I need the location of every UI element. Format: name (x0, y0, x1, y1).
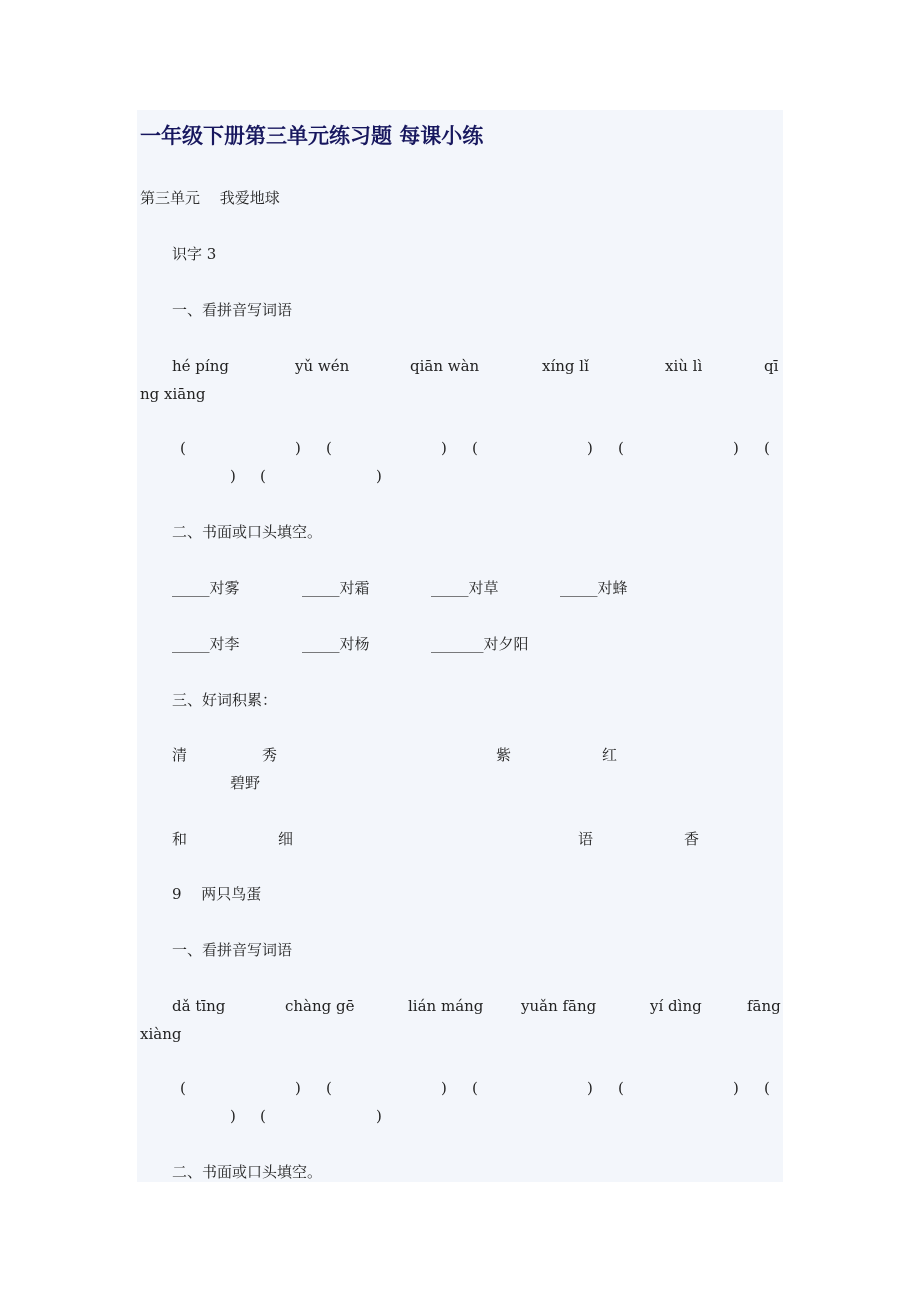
pinyin-item: xiù lì (665, 357, 703, 375)
pinyin-item: qiān wàn (410, 357, 480, 375)
pinyin-wrap: ng xiāng (140, 385, 206, 403)
blank-bracket: ) (441, 1079, 447, 1097)
pinyin-item: yuǎn fāng (521, 997, 597, 1015)
lesson2-q2-label: 二、书面或口头填空。 (172, 1163, 323, 1181)
lesson2-heading: 9 两只鸟蛋 (172, 885, 262, 903)
pinyin-item: chàng gē (285, 997, 355, 1015)
blank-bracket: ) (587, 439, 593, 457)
unit-line: 第三单元 我爱地球 (140, 189, 280, 207)
pinyin-item: xíng lǐ (542, 357, 589, 375)
pinyin-item: fāng (747, 997, 781, 1015)
blank-bracket: ( (764, 439, 770, 457)
lesson1-heading: 识字 3 (172, 245, 217, 263)
word-wrap: 碧野 (230, 774, 261, 792)
fill-item: _____对李 (172, 635, 240, 653)
blank-bracket: ) (733, 439, 739, 457)
blank-bracket: ) (295, 439, 301, 457)
blank-bracket: ( (180, 439, 186, 457)
fill-item: _____对草 (431, 579, 499, 597)
word-char: 秀 (262, 746, 278, 764)
blank-bracket: ) (376, 467, 382, 485)
blank-bracket: ( (618, 439, 624, 457)
blank-bracket: ) (587, 1079, 593, 1097)
lesson1-q3-label: 三、好词积累： (172, 691, 278, 709)
blank-bracket: ( (180, 1079, 186, 1097)
fill-item: _____对雾 (172, 579, 240, 597)
word-char: 细 (278, 830, 294, 848)
lesson1-q1-label: 一、看拼音写词语 (172, 301, 293, 319)
blank-bracket: ( (260, 1107, 266, 1125)
word-char: 语 (578, 830, 594, 848)
blank-bracket: ( (618, 1079, 624, 1097)
pinyin-item: lián máng (408, 997, 484, 1015)
word-char: 和 (172, 830, 188, 848)
blank-bracket: ( (472, 1079, 478, 1097)
blank-bracket: ) (230, 467, 236, 485)
blank-bracket: ( (472, 439, 478, 457)
lesson1-q2-label: 二、书面或口头填空。 (172, 523, 323, 541)
pinyin-item: hé píng (172, 357, 229, 375)
pinyin-item: dǎ tīng (172, 997, 226, 1015)
pinyin-item: yǔ wén (295, 357, 350, 375)
word-char: 香 (684, 830, 700, 848)
word-char: 紫 (496, 746, 512, 764)
word-char: 红 (602, 746, 618, 764)
word-char: 清 (172, 746, 188, 764)
blank-bracket: ( (260, 467, 266, 485)
blank-bracket: ( (326, 439, 332, 457)
fill-item: _______对夕阳 (431, 635, 529, 653)
blank-bracket: ) (376, 1107, 382, 1125)
blank-bracket: ) (230, 1107, 236, 1125)
pinyin-wrap: xiàng (140, 1025, 182, 1043)
blank-bracket: ) (441, 439, 447, 457)
fill-item: _____对杨 (302, 635, 370, 653)
pinyin-item: qī (764, 357, 779, 375)
blank-bracket: ) (295, 1079, 301, 1097)
lesson2-q1-label: 一、看拼音写词语 (172, 941, 293, 959)
blank-bracket: ( (326, 1079, 332, 1097)
document-title: 一年级下册第三单元练习题 每课小练 (140, 124, 484, 148)
blank-bracket: ( (764, 1079, 770, 1097)
pinyin-item: yí dìng (650, 997, 702, 1015)
fill-item: _____对蜂 (560, 579, 628, 597)
fill-item: _____对霜 (302, 579, 370, 597)
blank-bracket: ) (733, 1079, 739, 1097)
